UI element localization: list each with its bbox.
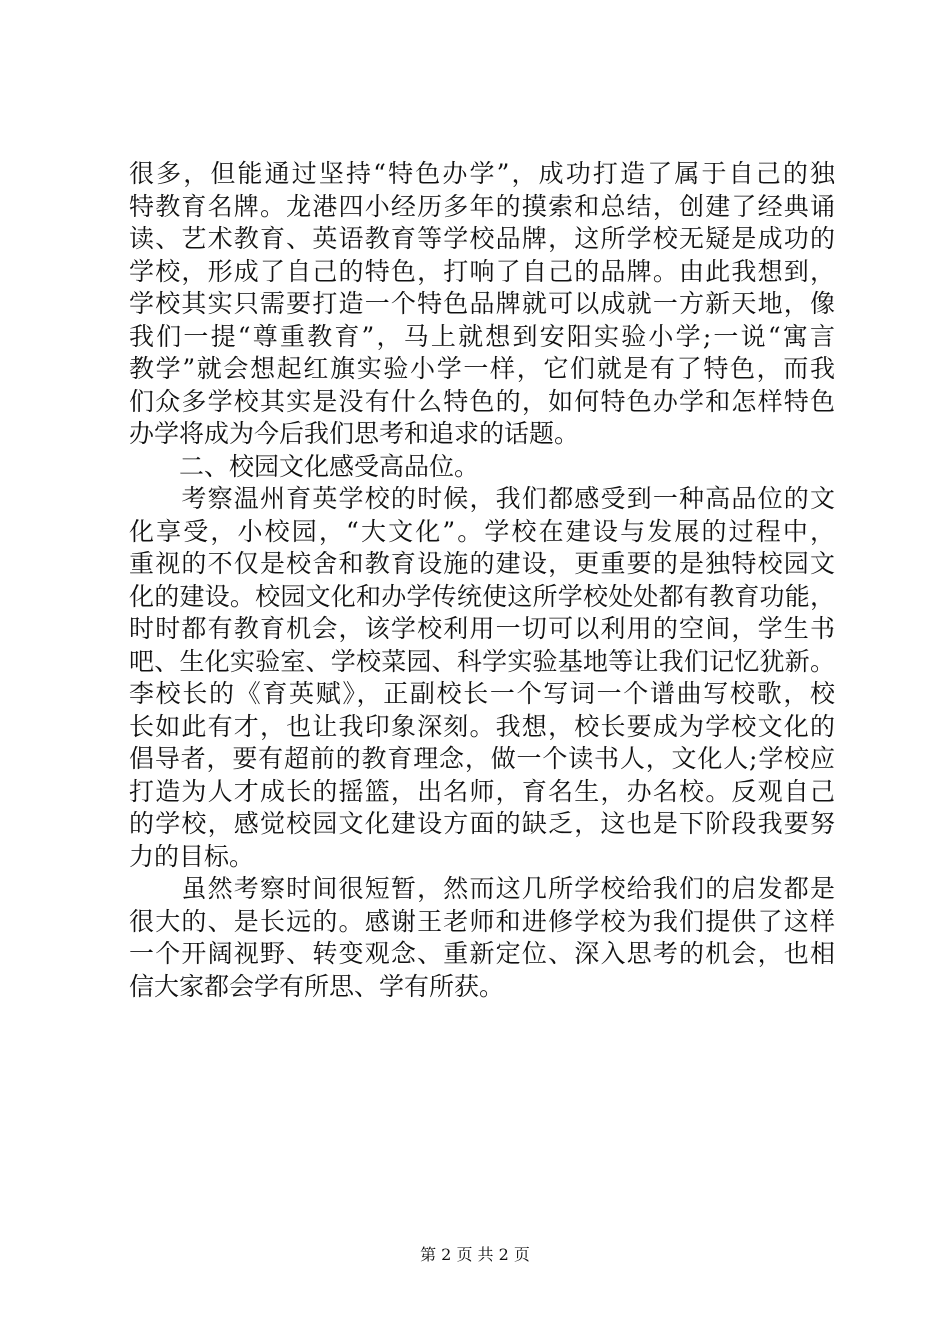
- text-line: 很多，但能通过坚持“特色办学”，成功打造了属于自己的独: [129, 159, 835, 188]
- text-line: 的学校，感觉校园文化建设方面的缺乏，这也是下阶段我要努: [129, 809, 835, 838]
- text-line: 一个开阔视野、转变观念、重新定位、深入思考的机会，也相: [129, 939, 835, 968]
- text-line: 我们一提“尊重教育”，马上就想到安阳实验小学;一说“寓言: [129, 321, 835, 351]
- text-line: 化的建设。校园文化和办学传统使这所学校处处都有教育功能，: [129, 581, 835, 611]
- text-line: 力的目标。: [129, 841, 255, 871]
- text-line: 考察温州育英学校的时候，我们都感受到一种高品位的文: [129, 484, 835, 513]
- text-line: 办学将成为今后我们思考和追求的话题。: [129, 419, 580, 448]
- text-line: 时时都有教育机会，该学校利用一切可以利用的空间，学生书: [129, 614, 835, 643]
- text-line: 读、艺术教育、英语教育等学校品牌，这所学校无疑是成功的: [129, 224, 835, 253]
- text-line: 很大的、是长远的。感谢王老师和进修学校为我们提供了这样: [129, 906, 835, 936]
- text-line: 虽然考察时间很短暂，然而这几所学校给我们的启发都是: [129, 874, 835, 903]
- text-line: 打造为人才成长的摇篮，出名师，育名生，办名校。反观自己: [129, 776, 835, 806]
- page-number-footer: 第 2 页 共 2 页: [420, 1245, 530, 1264]
- text-line: 学校其实只需要打造一个特色品牌就可以成就一方新天地，像: [129, 289, 835, 318]
- text-line: 教学”就会想起红旗实验小学一样，它们就是有了特色，而我: [129, 354, 835, 383]
- document-body: [129, 158, 835, 1003]
- text-line: 学校，形成了自己的特色，打响了自己的品牌。由此我想到，: [129, 256, 835, 286]
- text-line: 们众多学校其实是没有什么特色的，如何特色办学和怎样特色: [129, 386, 835, 416]
- text-line: 化享受，小校园，“大文化”。学校在建设与发展的过程中，: [129, 516, 835, 546]
- text-line: 吧、生化实验室、学校菜园、科学实验基地等让我们记忆犹新。: [129, 646, 835, 676]
- section-heading: 二、校园文化感受高品位。: [129, 451, 480, 481]
- text-line: 信大家都会学有所思、学有所获。: [129, 971, 505, 1001]
- text-line: 长如此有才，也让我印象深刻。我想，校长要成为学校文化的: [129, 711, 835, 741]
- text-line: 重视的不仅是校舍和教育设施的建设，更重要的是独特校园文: [129, 549, 835, 578]
- text-line: 特教育名牌。龙港四小经历多年的摸索和总结，创建了经典诵: [129, 191, 835, 221]
- text-line: 倡导者，要有超前的教育理念，做一个读书人，文化人;学校应: [129, 744, 835, 773]
- text-line: 李校长的《育英赋》，正副校长一个写词一个谱曲写校歌，校: [129, 679, 835, 708]
